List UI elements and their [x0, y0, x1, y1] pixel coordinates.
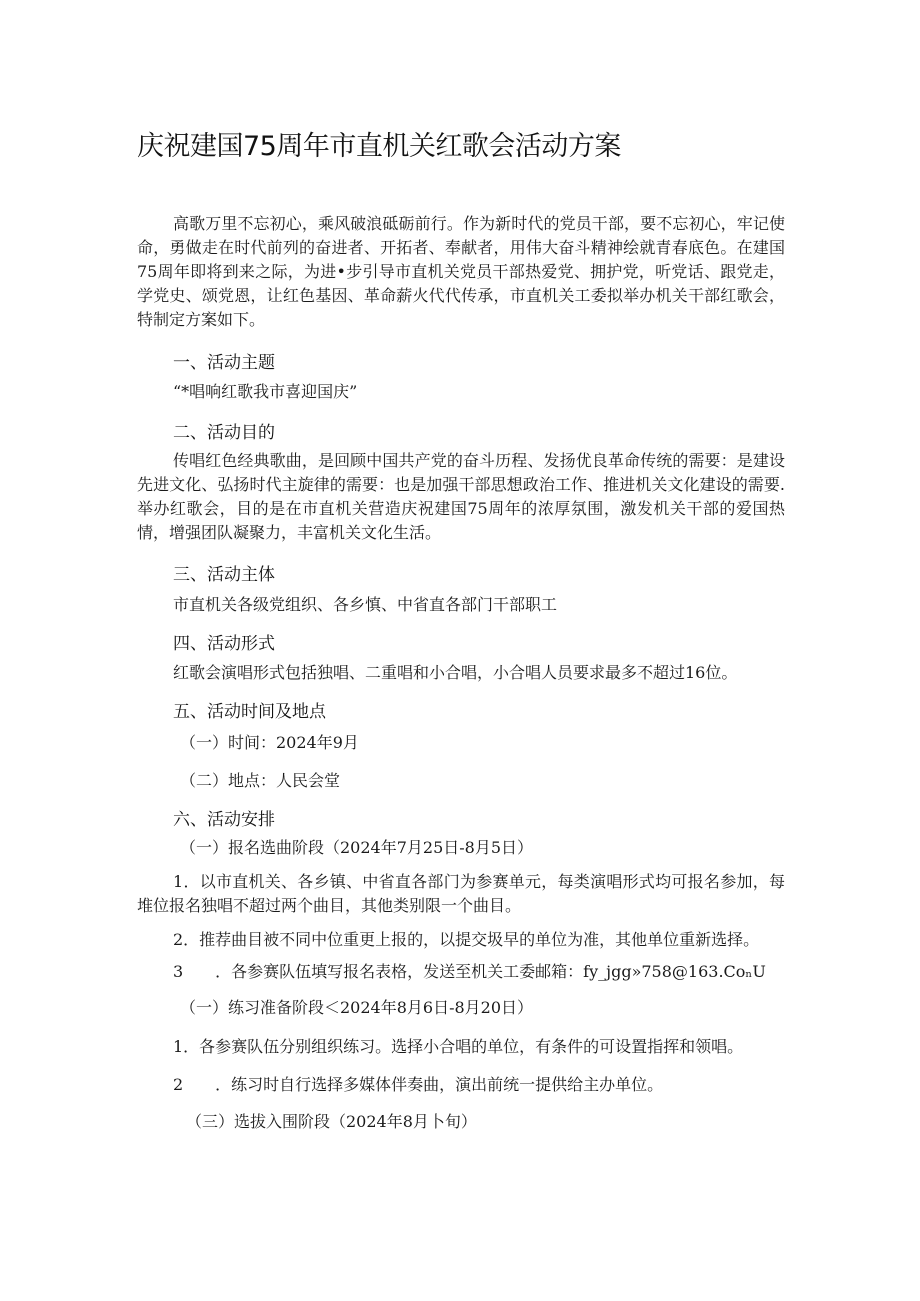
section-heading-purpose: 二、活动目的: [173, 423, 275, 443]
intro-paragraph: 高歌万里不忘初心，乘风破浪砥砺前行。作为新时代的党员干部，要不忘初心，牢记使命，勇做走在时代前列的奋进者、开拓者、奉献者，用伟大奋斗精神绘就青春底色。在建国75周年即将到来之际，为进•步引导市直机关党员干部热爱党、拥护党，听党话、跟党走，学党史、颂党恩，让红色基因、革命薪火代代传承，市直机关工委拟举办机关干部红歌会，特制定方案如下。: [137, 214, 785, 329]
stage3-title: （三）选拔入围阶段（2024年8月卜旬）: [186, 1112, 477, 1131]
stage2-item-2: 2 ．练习时自行选择多媒体伴奏曲，演出前统一提供给主办单位。: [173, 1075, 664, 1094]
section-heading-participants: 三、活动主体: [173, 565, 275, 585]
stage2-title: （一）练习准备阶段＜2024年8月6日-8月20日）: [180, 998, 534, 1017]
document-title: 庆祝建国75周年市直机关红歌会活动方案: [137, 131, 621, 162]
section-heading-theme: 一、活动主题: [173, 353, 275, 373]
time-item: （一）时间：2024年9月: [180, 733, 359, 752]
section-text-participants: 市直机关各级党组织、各乡慎、中省直各部门干部职工: [173, 595, 558, 614]
section-heading-schedule: 六、活动安排: [173, 810, 275, 830]
section-text-purpose: 传唱红色经典歌曲，是回顾中国共产党的奋斗历程、发扬优良革命传统的需要：是建设先进文化、弘扬时代主旋律的需要：也是加强干部思想政治工作、推进机关文化建设的需要.举办红歌会，目的是在市直机关营造庆祝建国75周年的浓厚氛围，激发机关干部的爱国热情，增强团队凝聚力，丰富机关文化生活。: [137, 451, 785, 542]
section-text-theme: “*唱响红歌我市喜迎国庆”: [173, 382, 358, 401]
stage1-item-1: 1．以市直机关、各乡镇、中省直各部门为参赛单元，每类演唱形式均可报名参加，每堆位报名独唱不超过两个曲目，其他类别限一个曲目。: [137, 872, 785, 915]
section-heading-format: 四、活动形式: [173, 634, 275, 654]
place-item: （二）地点：人民会堂: [180, 771, 341, 790]
stage1-item-2: 2．推荐曲目被不同中位重更上报的，以提交圾早的单位为准，其他单位重新选择。: [173, 930, 760, 949]
stage1-item-3: 3 ．各参赛队伍填写报名表格，发送至机关工委邮箱：fy_jgg»758@163.CoₙU: [173, 962, 766, 981]
section-heading-time-place: 五、活动时间及地点: [173, 702, 326, 722]
stage2-item-1: 1．各参赛队伍分别组织练习。选择小合唱的单位，有条件的可设置指挥和领唱。: [173, 1037, 744, 1056]
section-text-format: 红歌会演唱形式包括独唱、二重唱和小合唱，小合唱人员要求最多不超过16位。: [173, 663, 738, 682]
stage1-title: （一）报名选曲阶段（2024年7月25日-8月5日）: [180, 838, 534, 857]
